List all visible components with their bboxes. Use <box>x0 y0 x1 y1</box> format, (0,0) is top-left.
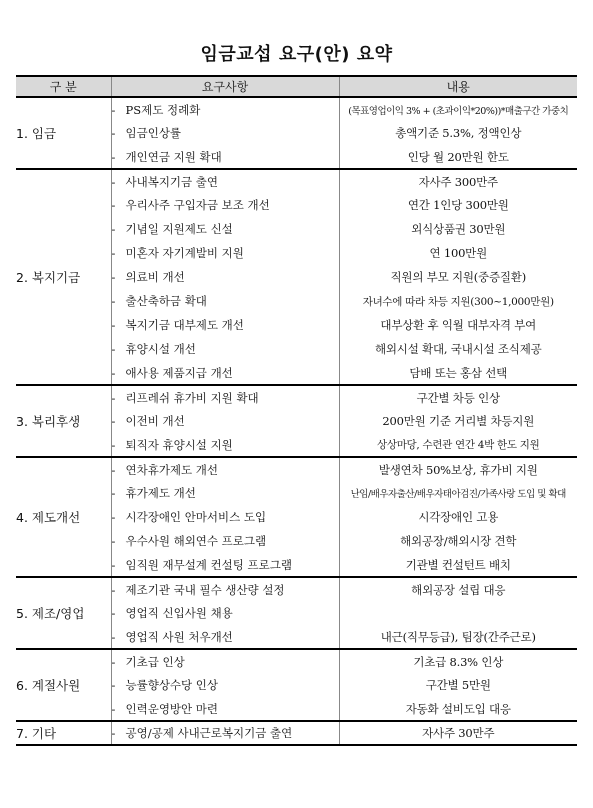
requirement-cell <box>111 505 339 529</box>
requirement-cell <box>111 361 339 385</box>
requirement-text: PS제도 정례화 <box>125 102 201 117</box>
requirement-cell <box>111 193 339 217</box>
requirement-cell <box>111 289 339 313</box>
content-cell: 연 100만원 <box>339 241 577 265</box>
bullet-dash: - <box>111 726 116 740</box>
content-cell: 자사주 30만주 <box>339 721 577 745</box>
bullet-dash: - <box>111 510 116 524</box>
requirement-text: 애사용 제품지급 개선 <box>125 365 233 380</box>
requirement-text: 연차휴가제도 개선 <box>125 462 219 477</box>
bullet-dash: - <box>111 582 116 597</box>
requirement-cell <box>111 577 339 601</box>
bullet-dash: - <box>111 149 116 164</box>
category-cell: 1. 임금 <box>16 97 111 169</box>
content-cell: 자동화 설비도입 대응 <box>339 697 577 721</box>
requirement-cell <box>111 649 339 673</box>
bullet-dash: - <box>111 462 116 477</box>
requirement-cell <box>111 625 339 649</box>
requirement-text: 기초급 인상 <box>125 654 185 669</box>
requirement-text: 제조기관 국내 필수 생산량 설정 <box>125 582 285 597</box>
bullet-dash: - <box>111 486 116 500</box>
content-cell: 자녀수에 따라 차등 지원(300~1,000만원) <box>339 289 577 313</box>
table-header-row <box>16 76 577 97</box>
category-cell: 2. 복지기금 <box>16 169 111 385</box>
requirement-cell <box>111 169 339 193</box>
bullet-dash: - <box>111 606 116 620</box>
content-cell: 200만원 기준 거리별 차등지원 <box>339 409 577 433</box>
requirement-cell <box>111 433 339 457</box>
requirement-cell <box>111 481 339 505</box>
content-cell: (목표영업이익 3% + (초과이익*20%))*매출구간 가중치 <box>339 97 577 121</box>
content-cell: 해외공장/해외시장 견학 <box>339 529 577 553</box>
requirement-text: 휴가제도 개선 <box>125 486 196 500</box>
bullet-dash: - <box>111 701 116 716</box>
requirement-cell <box>111 265 339 289</box>
bullet-dash: - <box>111 174 116 189</box>
requirement-cell <box>111 145 339 169</box>
content-cell: 구간별 5만원 <box>339 673 577 697</box>
content-cell: 연간 1인당 300만원 <box>339 193 577 217</box>
content-cell: 난임/배우자출산/배우자태아검진/가족사랑 도입 및 확대 <box>339 481 577 505</box>
requirement-cell <box>111 673 339 697</box>
content-cell: 해외시설 확대, 국내시설 조식제공 <box>339 337 577 361</box>
requirement-cell <box>111 409 339 433</box>
table-row <box>16 169 577 193</box>
requirement-cell <box>111 385 339 409</box>
requirement-cell <box>111 529 339 553</box>
table-row <box>16 457 577 481</box>
requirement-cell <box>111 457 339 481</box>
header-requirement: 요구사항 <box>111 76 339 97</box>
requirement-text: 이전비 개선 <box>125 414 185 428</box>
content-cell: 외식상품권 30만원 <box>339 217 577 241</box>
document-title: 임금교섭 요구(안) 요약 <box>200 44 393 65</box>
requirement-cell <box>111 337 339 361</box>
content-cell: 구간별 차등 인상 <box>339 385 577 409</box>
bullet-dash: - <box>111 318 116 332</box>
category-cell: 7. 기타 <box>16 721 111 745</box>
requirement-text: 능률향상수당 인상 <box>125 678 219 692</box>
content-cell: 자사주 300만주 <box>339 169 577 193</box>
requirement-text: 영업직 사원 처우개선 <box>125 629 233 644</box>
bullet-dash: - <box>111 437 116 452</box>
content-cell: 해외공장 설립 대응 <box>339 577 577 601</box>
bullet-dash: - <box>111 102 116 117</box>
bullet-dash: - <box>111 629 116 644</box>
requirement-text: 미혼자 자기계발비 지원 <box>125 246 244 260</box>
content-cell: 상상마당, 수련관 연간 4박 한도 지원 <box>339 433 577 457</box>
requirement-cell <box>111 721 339 745</box>
header-content: 내용 <box>339 76 577 97</box>
bullet-dash: - <box>111 365 116 380</box>
bullet-dash: - <box>111 414 116 428</box>
requirement-cell <box>111 241 339 265</box>
bullet-dash: - <box>111 198 116 212</box>
table-row <box>16 649 577 673</box>
bullet-dash: - <box>111 678 116 692</box>
requirement-text: 우리사주 구입자금 보조 개선 <box>125 198 270 212</box>
requirement-text: 영업직 신입사원 채용 <box>125 606 233 620</box>
category-cell: 4. 제도개선 <box>16 457 111 577</box>
requirement-text: 임직원 재무설계 컨설팅 프로그램 <box>125 557 292 572</box>
content-cell: 총액기준 5.3%, 정액인상 <box>339 121 577 145</box>
requirement-cell <box>111 97 339 121</box>
content-cell: 기관별 컨설턴트 배치 <box>339 553 577 577</box>
requirement-text: 복지기금 대부제도 개선 <box>125 318 244 332</box>
bullet-dash: - <box>111 342 116 356</box>
requirement-text: 기념일 지원제도 신설 <box>125 222 233 236</box>
requirement-cell <box>111 697 339 721</box>
bullet-dash: - <box>111 246 116 260</box>
requirement-text: 퇴직자 휴양시설 지원 <box>125 437 233 452</box>
content-cell: 시각장애인 고용 <box>339 505 577 529</box>
bullet-dash: - <box>111 294 116 308</box>
content-cell <box>339 601 577 625</box>
table-row <box>16 577 577 601</box>
content-cell: 대부상환 후 익월 대부자격 부여 <box>339 313 577 337</box>
requirement-cell <box>111 217 339 241</box>
content-cell: 직원의 부모 지원(중증질환) <box>339 265 577 289</box>
requirement-cell <box>111 121 339 145</box>
table-row <box>16 97 577 121</box>
requirement-text: 사내복지기금 출연 <box>125 174 219 189</box>
category-cell: 3. 복리후생 <box>16 385 111 457</box>
header-category: 구 분 <box>16 76 111 97</box>
requirement-cell <box>111 553 339 577</box>
requirement-text: 출산축하금 확대 <box>125 294 207 308</box>
content-cell: 담배 또는 홍삼 선택 <box>339 361 577 385</box>
bullet-dash: - <box>111 390 116 405</box>
bullet-dash: - <box>111 534 116 548</box>
content-cell: 인당 월 20만원 한도 <box>339 145 577 169</box>
table-row <box>16 721 577 745</box>
category-cell: 5. 제조/영업 <box>16 577 111 649</box>
table-row <box>16 385 577 409</box>
bullet-dash: - <box>111 654 116 669</box>
requirement-cell <box>111 313 339 337</box>
requirement-cell <box>111 601 339 625</box>
requirement-text: 임금인상률 <box>125 126 182 140</box>
requirement-text: 휴양시설 개선 <box>125 342 196 356</box>
requirement-text: 인력운영방안 마련 <box>125 701 219 716</box>
bullet-dash: - <box>111 222 116 236</box>
content-cell: 내근(직무등급), 팀장(간주근로) <box>339 625 577 649</box>
demand-summary-table <box>16 75 577 746</box>
bullet-dash: - <box>111 270 116 284</box>
category-cell: 6. 계절사원 <box>16 649 111 721</box>
requirement-text: 공영/공제 사내근로복지기금 출연 <box>125 726 293 740</box>
requirement-text: 리프레쉬 휴가비 지원 확대 <box>125 390 259 405</box>
content-cell: 기초급 8.3% 인상 <box>339 649 577 673</box>
requirement-text: 개인연금 지원 확대 <box>125 149 222 164</box>
requirement-text: 시각장애인 안마서비스 도입 <box>125 510 267 524</box>
bullet-dash: - <box>111 126 116 140</box>
requirement-text: 우수사원 해외연수 프로그램 <box>125 534 267 548</box>
bullet-dash: - <box>111 557 116 572</box>
content-cell: 발생연차 50%보상, 휴가비 지원 <box>339 457 577 481</box>
requirement-text: 의료비 개선 <box>125 270 185 284</box>
